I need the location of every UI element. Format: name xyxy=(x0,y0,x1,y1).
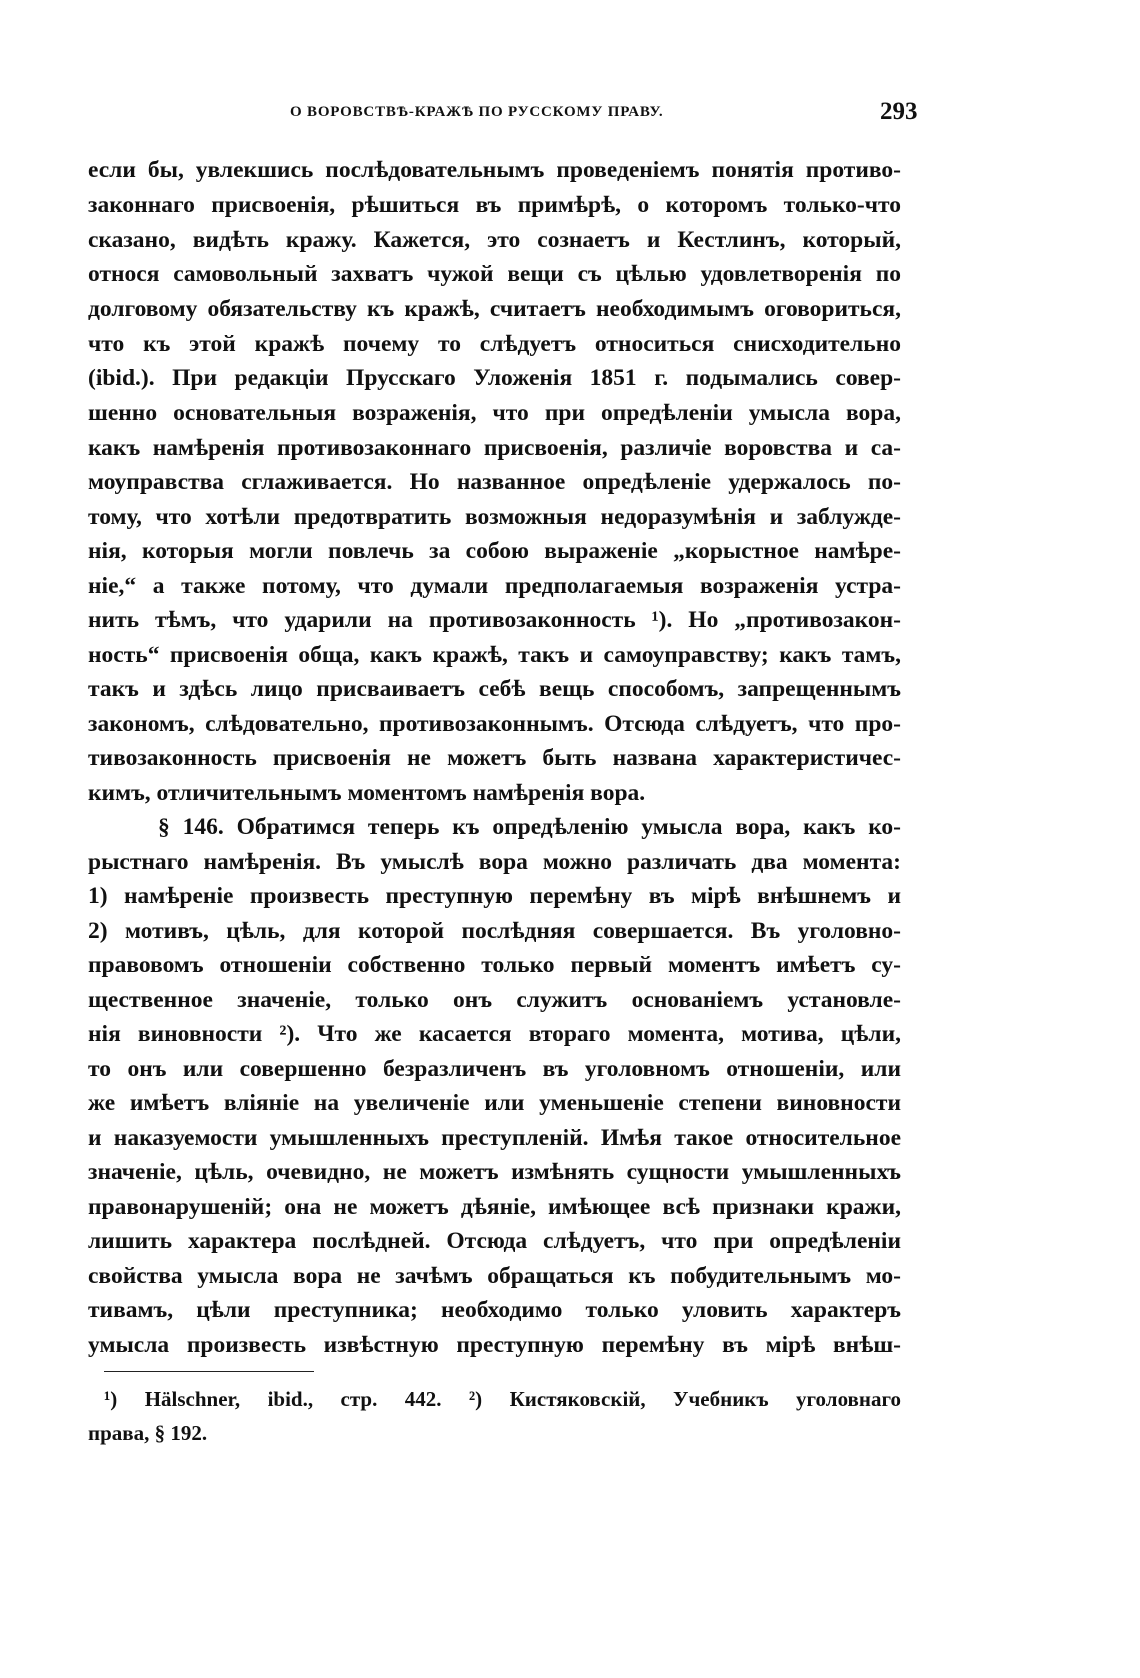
text-line: тивамъ, цѣли преступника; необходимо только уловить характеръ xyxy=(88,1297,901,1323)
text-line: кимъ, отличительнымъ моментомъ намѣренія вора. xyxy=(88,780,646,806)
footnote-divider xyxy=(104,1371,314,1372)
text-line: свойства умысла вора не зачѣмъ обращаться къ побудительнымъ мо- xyxy=(88,1263,901,1289)
text-line: правовомъ отношеніи собственно только первый моментъ имѣетъ су- xyxy=(88,952,901,978)
text-line: щественное значеніе, только онъ служитъ основаніемъ установле- xyxy=(88,987,901,1013)
text-line: что къ этой кражѣ почему то слѣдуетъ относиться снисходительно xyxy=(88,331,901,357)
text-line: сказано, видѣть кражу. Кажется, это сознаетъ и Кестлинъ, который, xyxy=(88,227,901,253)
text-line: значеніе, цѣль, очевидно, не можетъ измѣнять сущности умышленныхъ xyxy=(88,1159,901,1185)
text-line: лишить характера послѣдней. Отсюда слѣдуетъ, что при опредѣленіи xyxy=(88,1228,901,1254)
text-line: шенно основательныя возраженія, что при опредѣленіи умысла вора, xyxy=(88,400,901,426)
text-line: 1) намѣреніе произвесть преступную перемѣну въ мірѣ внѣшнемъ и xyxy=(88,883,901,909)
text-line: и наказуемости умышленныхъ преступленій. Имѣя такое относительное xyxy=(88,1125,901,1151)
text-line: то онъ или совершенно безразличенъ въ уголовномъ отношеніи, или xyxy=(88,1056,901,1082)
text-line: моуправства сглаживается. Но названное опредѣленіе удержалось по- xyxy=(88,469,901,495)
text-line: нія, которыя могли повлечь за собою выраженіе „корыстное намѣре- xyxy=(88,538,901,564)
text-line: такъ и здѣсь лицо присваиваетъ себѣ вещь способомъ, запрещеннымъ xyxy=(88,676,901,702)
text-line: если бы, увлекшись послѣдовательнымъ проведеніемъ понятія противо- xyxy=(88,157,901,183)
footnote-line: права, § 192. xyxy=(88,1421,208,1445)
text-line: же имѣетъ вліяніе на увеличеніе или уменьшеніе степени виновности xyxy=(88,1090,901,1116)
text-line: относя самовольный захватъ чужой вещи съ цѣлью удовлетворенія по xyxy=(88,261,901,287)
text-line: какъ намѣренія противозаконнаго присвоенія, различіе воровства и са- xyxy=(88,435,901,461)
page-number: 293 xyxy=(880,98,918,125)
text-line: 2) мотивъ, цѣль, для которой послѣдняя совершается. Въ уголовно- xyxy=(88,918,901,944)
footnote-line: ¹) Hälschner, ibid., стр. 442. ²) Кистяковскій, Учебникъ уголовнаго xyxy=(104,1387,901,1411)
text-line: ность“ присвоенія обща, какъ кражѣ, такъ и самоуправству; какъ тамъ, xyxy=(88,642,901,668)
text-line: рыстнаго намѣренія. Въ умыслѣ вора можно различать два момента: xyxy=(88,849,901,875)
text-line: нить тѣмъ, что ударили на противозаконность ¹). Но „противозакон- xyxy=(88,607,901,633)
text-line: тивозаконность присвоенія не можетъ быть названа характеристичес- xyxy=(88,745,901,771)
running-title: О ВОРОВСТВѢ-КРАЖѢ ПО РУССКОМУ ПРАВУ. xyxy=(290,104,664,120)
text-line: законнаго присвоенія, рѣшиться въ примѣрѣ, о которомъ только-что xyxy=(88,192,901,218)
section-heading-line: § 146. Обратимся теперь къ опредѣленію умысла вора, какъ ко- xyxy=(158,814,901,840)
text-line: закономъ, слѣдовательно, противозаконнымъ. Отсюда слѣдуетъ, что про- xyxy=(88,711,901,737)
text-line: тому, что хотѣли предотвратить возможныя недоразумѣнія и заблужде- xyxy=(88,504,901,530)
text-line: долговому обязательству къ кражѣ, считаетъ необходимымъ оговориться, xyxy=(88,296,901,322)
text-line: правонарушеній; она не можетъ дѣяніе, имѣющее всѣ признаки кражи, xyxy=(88,1194,901,1220)
text-line: (ibid.). При редакціи Прусскаго Уложенія 1851 г. подымались совер- xyxy=(88,365,901,391)
text-line: нія виновности ²). Что же касается втораго момента, мотива, цѣли, xyxy=(88,1021,901,1047)
text-line: умысла произвесть извѣстную преступную перемѣну въ мірѣ внѣш- xyxy=(88,1332,901,1358)
text-line: ніе,“ а также потому, что думали предполагаемыя возраженія устра- xyxy=(88,573,901,599)
